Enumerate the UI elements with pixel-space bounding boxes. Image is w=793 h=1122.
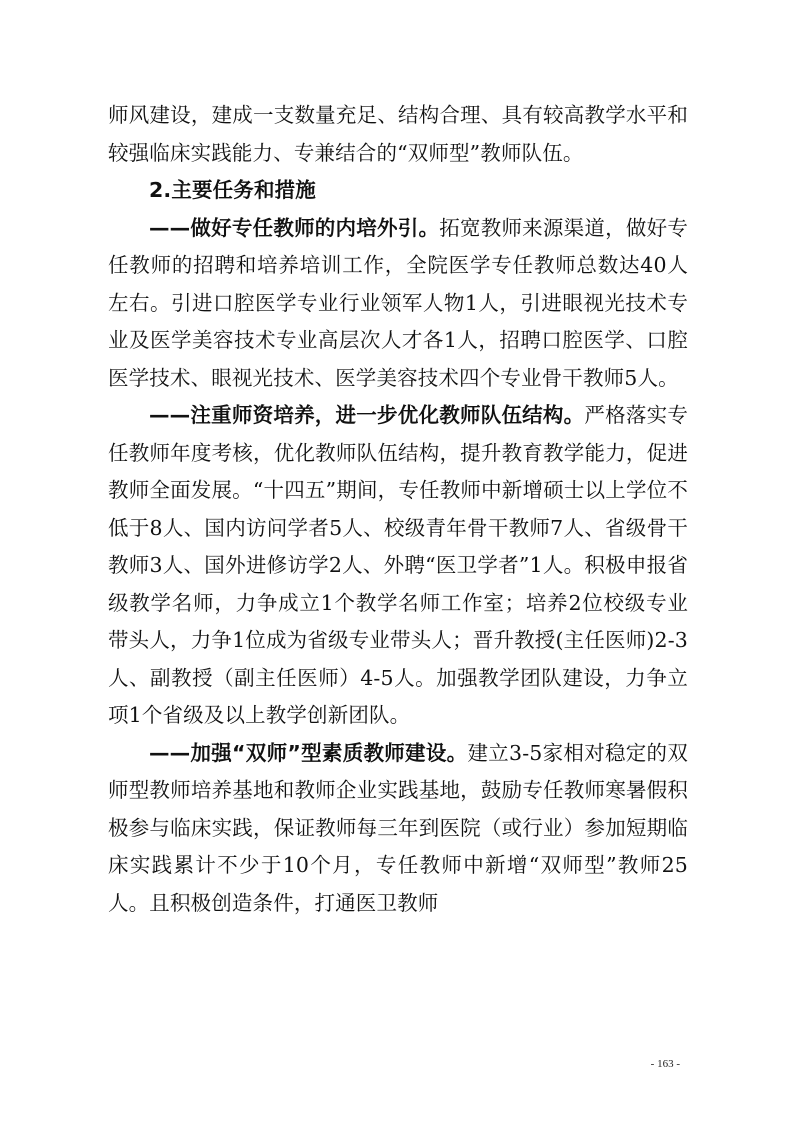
paragraph-text: 严格落实专任教师年度考核，优化教师队伍结构，提升教育教学能力，促进教师全面发展。“十四五”期间，专任教师中新增硕士以上学位不低于8人、国内访问学者5人、校级青年骨干教师7人、省级骨干教师3人、国外进修访学2人、外聘“医卫学者”1人。积极申报省级教学名师，力争成立1个教学名师工作室；培养2位校级专业带头人，力争1位成为省级专业带头人；晋升教授(主任医师)2-3人、副教授（副主任医师）4-5人。加强教学团队建设，力争立项1个省级及以上教学创新团队。 [108, 403, 689, 727]
paragraph-text: 建立3-5家相对稳定的双师型教师培养基地和教师企业实践基地，鼓励专任教师寒暑假积极参与临床实践，保证教师每三年到医院（或行业）参加短期临床实践累计不少于10个月，专任教师中新增“双师型”教师25人。且积极创造条件，打通医卫教师 [108, 740, 688, 915]
paragraph-text: 师风建设，建成一支数量充足、结构合理、具有较高教学水平和较强临床实践能力、专兼结合的“双师型”教师队伍。 [108, 103, 688, 165]
section-heading [108, 172, 688, 210]
paragraph-continuation [108, 97, 688, 172]
paragraph-lead: ——做好专任教师的内培外引。 [149, 215, 440, 240]
paragraph-lead: ——注重师资培养，进一步优化教师队伍结构。 [149, 403, 585, 427]
paragraph-training [108, 397, 688, 735]
page-number: - 163 - [650, 1058, 680, 1070]
document-body [108, 97, 688, 922]
section-heading-text: 2.主要任务和措施 [149, 178, 316, 202]
paragraph-dual-teacher [108, 735, 688, 923]
paragraph-recruitment [108, 210, 688, 398]
paragraph-text: 拓宽教师来源渠道，做好专任教师的招聘和培养培训工作，全院医学专任教师总数达40人左右。引进口腔医学专业行业领军人物1人，引进眼视光技术专业及医学美容技术专业高层次人才各1人，招聘口腔医学、口腔医学技术、眼视光技术、医学美容技术四个专业骨干教师5人。 [108, 215, 688, 390]
paragraph-lead: ——加强“双师”型素质教师建设。 [149, 740, 468, 765]
